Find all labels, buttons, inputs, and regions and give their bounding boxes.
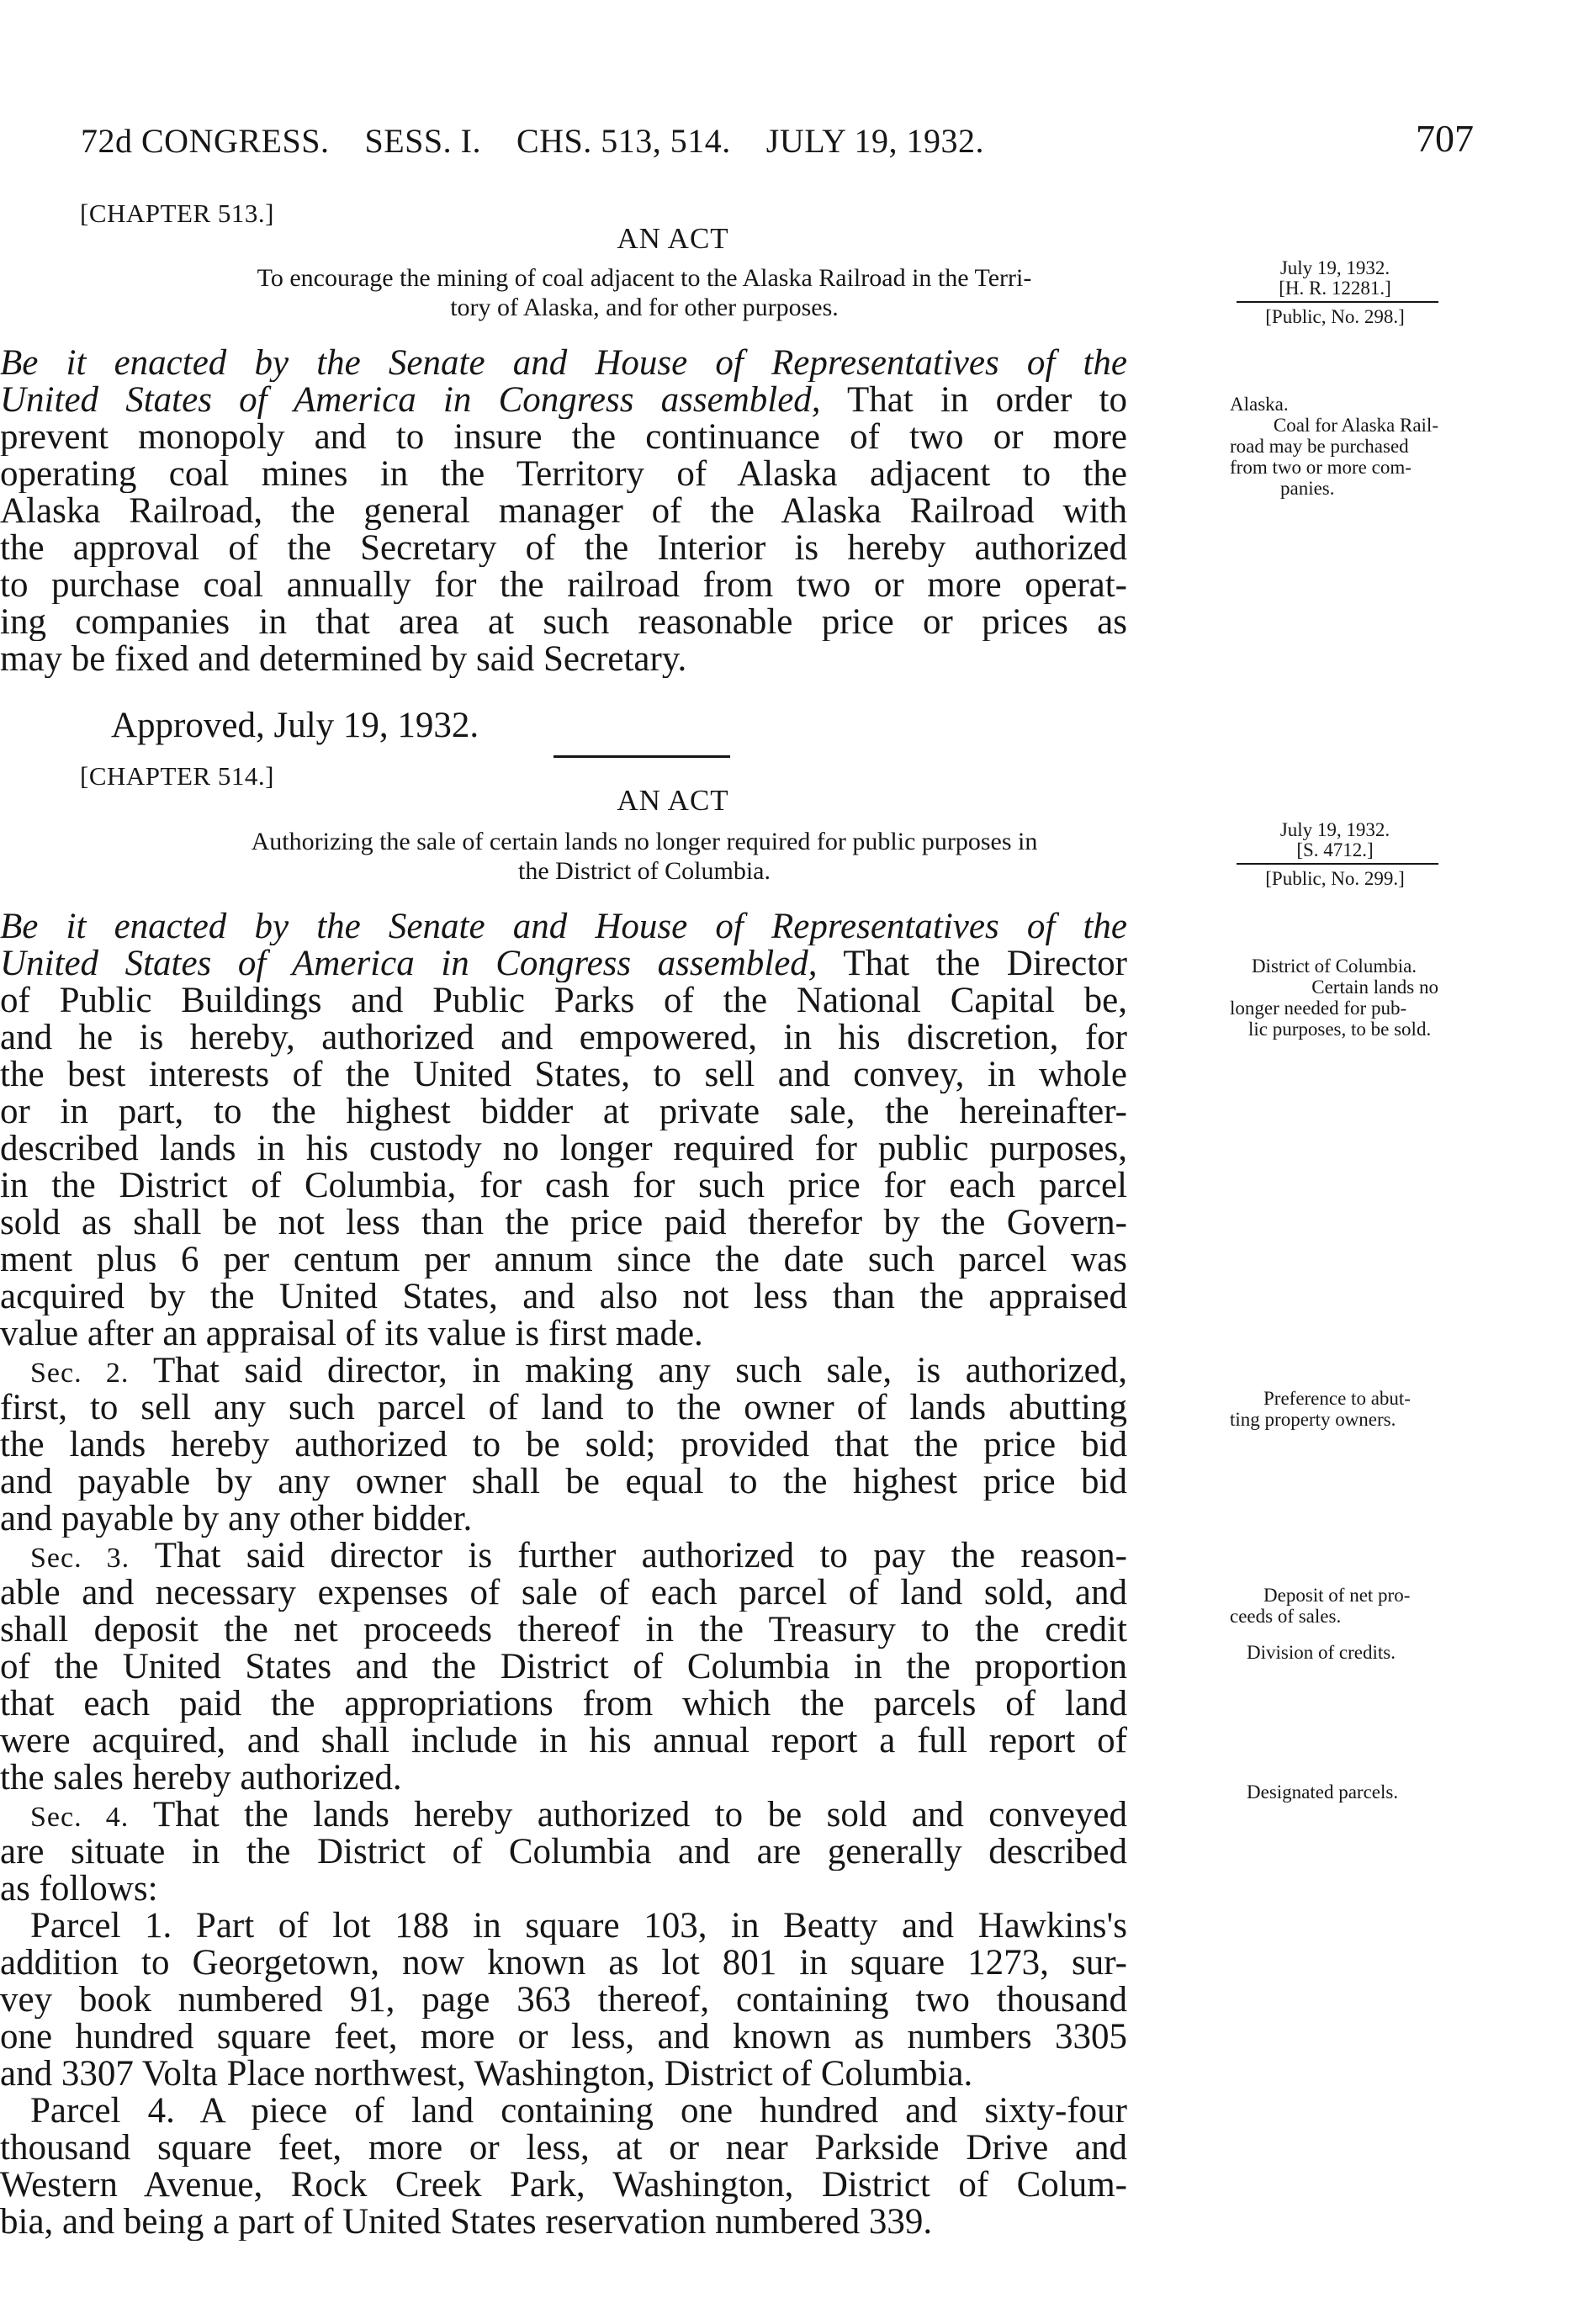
chapter-513-act-label: AN ACT xyxy=(617,222,729,255)
chapter-514-margin-bill: [S. 4712.] xyxy=(1296,839,1374,860)
chapter-513-body-line: may be fixed and determined by said Secretary. xyxy=(0,641,687,678)
chapter-514-body-line: ment plus 6 per centum per annum since the date such parcel was xyxy=(0,1241,1127,1278)
section-3-line: of the United States and the District of Columbia in the proportion xyxy=(0,1649,1127,1686)
section-4-label: Sec. 4. xyxy=(30,1802,130,1833)
chapter-514-body-line: sold as shall be not less than the price paid therefor by the Govern- xyxy=(0,1204,1127,1241)
side-note-alaska-title: Alaska. xyxy=(1230,394,1289,415)
section-2-line: first, to sell any such parcel of land to the owner of lands abutting xyxy=(0,1390,1127,1427)
side-note-line: panies. xyxy=(1280,478,1335,499)
chapter-514-enacting-line-2 xyxy=(0,945,1127,982)
section-3-line: that each paid the appropriations from which the parcels of land xyxy=(0,1686,1127,1723)
parcel-4-line: thousand square feet, more or less, at or near Parkside Drive and xyxy=(0,2130,1127,2167)
section-2-label: Sec. 2. xyxy=(30,1358,130,1389)
chapter-513-margin-date: July 19, 1932. xyxy=(1279,257,1390,278)
chapter-514-margin-rule xyxy=(1237,863,1438,865)
side-note-district-of-columbia xyxy=(1230,956,1464,1040)
chapter-514-margin-date: July 19, 1932. xyxy=(1279,819,1390,840)
chapter-513-body-line: the approval of the Secretary of the Interior is hereby authorized xyxy=(0,530,1127,567)
section-3-first-line xyxy=(0,1538,1127,1575)
parcel-1-line: and 3307 Volta Place northwest, Washington, District of Columbia. xyxy=(0,2056,973,2093)
side-note-line: longer needed for pub- xyxy=(1230,998,1407,1019)
chapter-514-body-line: value after an appraisal of its value is first made. xyxy=(0,1316,703,1353)
chapter-513-body-line: ing companies in that area at such reasonable price or prices as xyxy=(0,604,1127,641)
section-4-text: That the lands hereby authorized to be sold and conveyed xyxy=(129,1797,1127,1834)
chapter-513-body-line: operating coal mines in the Territory of Alaska adjacent to the xyxy=(0,456,1127,493)
side-note-line: ting property owners. xyxy=(1230,1409,1396,1430)
side-note-deposit xyxy=(1230,1585,1464,1627)
side-note-division-of-credits: Division of credits. xyxy=(1247,1642,1396,1663)
chapter-514-body-line: in the District of Columbia, for cash for such price for each parcel xyxy=(0,1167,1127,1204)
side-note-line: road may be purchased xyxy=(1230,436,1409,457)
side-note-designated-parcels: Designated parcels. xyxy=(1247,1781,1399,1803)
side-note-dc-title: District of Columbia. xyxy=(1251,956,1417,977)
side-note-line: Preference to abut- xyxy=(1263,1388,1411,1409)
chapter-514-label: [CHAPTER 514.] xyxy=(80,761,274,791)
chapter-513-body-line: to purchase coal annually for the railroad from two or more operat- xyxy=(0,567,1127,604)
section-2-line: and payable by any owner shall be equal to the highest price bid xyxy=(0,1464,1127,1501)
chapter-513-margin-rule xyxy=(1237,301,1438,303)
chapter-514-body-line: the best interests of the United States, to sell and convey, in whole xyxy=(0,1056,1127,1093)
chapter-514-act-label: AN ACT xyxy=(617,784,729,817)
chapter-514-title-line-1: Authorizing the sale of certain lands no longer required for public purposes in xyxy=(251,828,1038,855)
section-2-line: the lands hereby authorized to be sold; provided that the price bid xyxy=(0,1427,1127,1464)
section-2-first-line xyxy=(0,1353,1127,1390)
parcel-1-line: Parcel 1. Part of lot 188 in square 103, in Beatty and Hawkins's xyxy=(30,1908,1127,1945)
parcel-1-line: vey book numbered 91, page 363 thereof, containing two thousand xyxy=(0,1982,1127,2019)
side-note-preference xyxy=(1230,1388,1464,1430)
parcel-1-line: one hundred square feet, more or less, and known as numbers 3305 xyxy=(0,2019,1127,2056)
chapter-514-body-line: acquired by the United States, and also not less than the appraised xyxy=(0,1278,1127,1316)
chapter-divider-rule xyxy=(554,755,730,758)
section-4-first-line xyxy=(0,1797,1127,1834)
enacting-clause-italic: United States of America in Congress assembled, xyxy=(0,382,821,419)
chapter-514-margin-public: [Public, No. 299.] xyxy=(1265,868,1405,889)
section-4-line: as follows: xyxy=(0,1871,158,1908)
enacting-clause-rest: That the Director xyxy=(817,945,1127,982)
parcel-1-line: addition to Georgetown, now known as lot 801 in square 1273, sur- xyxy=(0,1945,1127,1982)
section-4-line: are situate in the District of Columbia and are generally described xyxy=(0,1834,1127,1871)
chapter-513-margin-bill: [H. R. 12281.] xyxy=(1279,278,1391,299)
chapter-513-title-line-2: tory of Alaska, and for other purposes. xyxy=(450,294,839,321)
chapter-514-body xyxy=(0,908,1589,2241)
parcel-4-line: Western Avenue, Rock Creek Park, Washington, District of Colum- xyxy=(0,2167,1127,2204)
chapter-514-body-line: and he is hereby, authorized and empowered, in his discretion, for xyxy=(0,1019,1127,1056)
chapter-513-title-line-1: To encourage the mining of coal adjacent to the Alaska Railroad in the Terri- xyxy=(257,264,1032,292)
section-3-text: That said director is further authorized to pay the reason- xyxy=(130,1538,1127,1575)
chapter-514-body-line: of Public Buildings and Public Parks of the National Capital be, xyxy=(0,982,1127,1019)
section-2-text: That said director, in making any such sale, is authorized, xyxy=(129,1353,1127,1390)
section-2-line: and payable by any other bidder. xyxy=(0,1501,473,1538)
chapter-514-enacting-line-1: Be it enacted by the Senate and House of Representatives of the xyxy=(0,908,1127,945)
chapter-513-body-line: United States of America in Congress assembled, That in order to xyxy=(0,382,1127,419)
side-note-line: Certain lands no xyxy=(1311,977,1438,998)
parcel-4-line: bia, and being a part of United States reservation numbered 339. xyxy=(0,2204,933,2241)
chapter-513-approved: Approved, July 19, 1932. xyxy=(111,706,479,745)
side-note-line: Coal for Alaska Rail- xyxy=(1273,415,1438,436)
parcel-4-line: Parcel 4. A piece of land containing one hundred and sixty-four xyxy=(30,2093,1127,2130)
section-3-line: the sales hereby authorized. xyxy=(0,1760,402,1797)
side-note-line: ceeds of sales. xyxy=(1230,1606,1342,1627)
running-header: 72d CONGRESS. SESS. I. CHS. 513, 514. JULY 19, 1932. xyxy=(81,122,985,160)
chapter-513-body-line: prevent monopoly and to insure the continuance of two or more xyxy=(0,419,1127,456)
enacting-clause-italic: United States of America in Congress assembled, xyxy=(0,945,818,982)
chapter-514-body-line: or in part, to the highest bidder at private sale, the hereinafter- xyxy=(0,1093,1127,1130)
side-note-alaska xyxy=(1230,394,1464,499)
section-3-line: able and necessary expenses of sale of each parcel of land sold, and xyxy=(0,1575,1127,1612)
chapter-513-margin-public: [Public, No. 298.] xyxy=(1265,306,1405,327)
chapter-513-label: [CHAPTER 513.] xyxy=(80,199,274,228)
side-note-line: Deposit of net pro- xyxy=(1263,1585,1411,1606)
section-3-line: were acquired, and shall include in his annual report a full report of xyxy=(0,1723,1127,1760)
chapter-514-title-line-2: the District of Columbia. xyxy=(518,857,771,885)
section-3-line: shall deposit the net proceeds thereof in the Treasury to the credit xyxy=(0,1612,1127,1649)
section-3-label: Sec. 3. xyxy=(30,1543,130,1574)
chapter-514-body-line: described lands in his custody no longer required for public purposes, xyxy=(0,1130,1127,1167)
page-number: 707 xyxy=(1416,117,1474,160)
chapter-513-enacting-line-1: Be it enacted by the Senate and House of Representatives of the xyxy=(0,345,1127,382)
chapter-513-body-line: Alaska Railroad, the general manager of the Alaska Railroad with xyxy=(0,493,1127,530)
side-note-line: lic purposes, to be sold. xyxy=(1248,1019,1432,1040)
side-note-line: from two or more com- xyxy=(1230,457,1412,478)
